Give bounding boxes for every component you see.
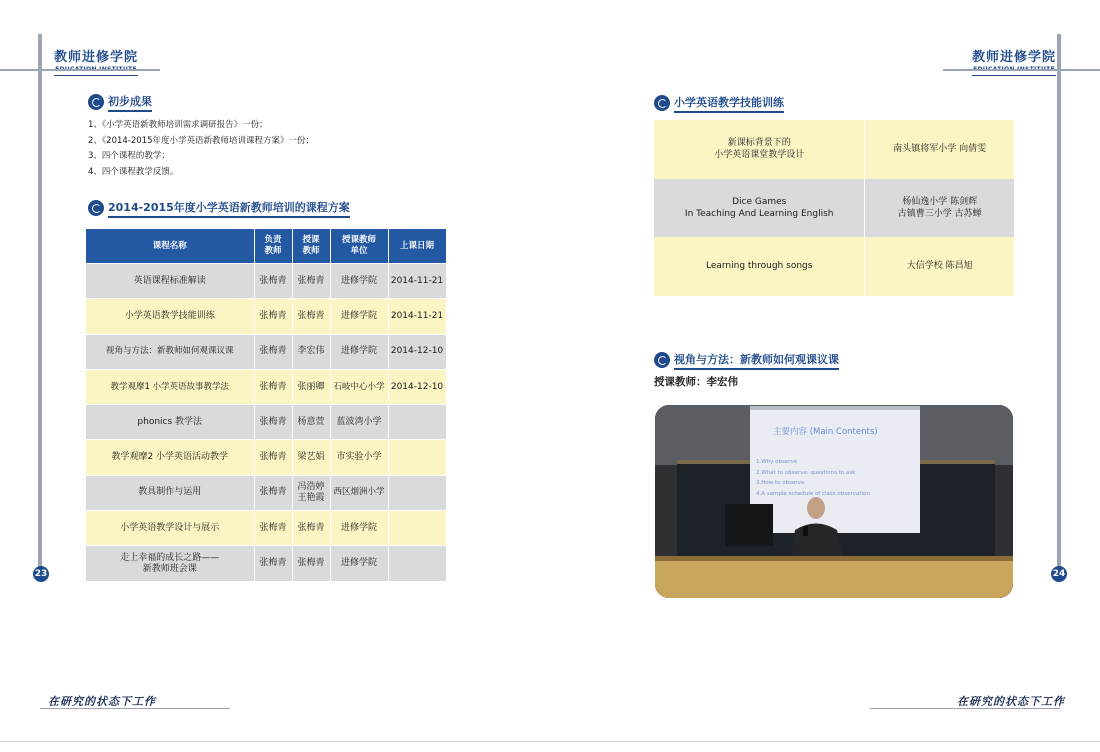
- cell-date: [388, 511, 446, 546]
- results-list: [88, 118, 314, 180]
- list-item: 4、四个课程教学反馈。: [88, 166, 179, 177]
- logo-cn: 教师进修学院: [54, 50, 139, 65]
- table-row: [654, 120, 1014, 179]
- list-item: 1、《小学英语新教师培训需求调研报告》一份；: [88, 120, 268, 130]
- header-unit: 授课教师 单位: [330, 229, 388, 264]
- cell-date: [388, 405, 446, 440]
- footer-motto-left: 在研究的状态下工作: [48, 695, 156, 708]
- slide-bullet: 1.Why observe: [756, 459, 798, 465]
- cell-presenter: 南头镇将军小学 向倩雯: [865, 120, 1014, 179]
- table-row: [654, 179, 1014, 238]
- header-date: 上课日期: [388, 229, 446, 264]
- footer-motto-right: 在研究的状态下工作: [957, 695, 1065, 708]
- cell-teacher: 冯浩婷 王艳霞: [292, 475, 330, 510]
- cell-teacher: 杨意萱: [292, 405, 330, 440]
- table-row: [86, 405, 446, 440]
- cell-unit: 进修学院: [330, 511, 388, 546]
- cell-presenter: 杨仙逸小学 陈剑辉 古镇曹三小学 古苏蝉: [865, 179, 1014, 238]
- bottom-rule: [0, 741, 1100, 742]
- cell-teacher: 张梅青: [292, 299, 330, 334]
- header-course: 课程名称: [86, 229, 254, 264]
- table-row: [86, 511, 446, 546]
- cell-unit: 石岐中心小学: [330, 369, 388, 404]
- section-title: 小学英语教学技能训练: [674, 94, 784, 113]
- cell-course: 走上幸福的成长之路—— 新教师班会课: [86, 546, 254, 581]
- cell-teacher: 李宏伟: [292, 334, 330, 369]
- table-row: [86, 369, 446, 404]
- section-swirl-icon: [654, 95, 670, 111]
- cell-date: [388, 475, 446, 510]
- slide-bullets: [756, 457, 870, 499]
- section-heading-skills-training: [654, 95, 784, 111]
- cell-date: [388, 440, 446, 475]
- section-title: 2014-2015年度小学英语新教师培训的课程方案: [108, 199, 350, 218]
- left-header-logo: [54, 46, 138, 76]
- section-title: 视角与方法：新教师如何观课议课: [674, 351, 839, 370]
- list-item: 2、《2014-2015年度小学英语新教师培训课程方案》一份；: [88, 135, 314, 146]
- left-margin-bar: [38, 34, 42, 574]
- cell-date: [388, 546, 446, 581]
- cell-date: 2014-11-21: [388, 299, 446, 334]
- cell-course: 教具制作与运用: [86, 475, 254, 510]
- logo-underline: [54, 75, 138, 76]
- cell-topic: 新课标背景下的 小学英语课堂教学设计: [654, 120, 865, 179]
- header-lead: 负责 教师: [254, 229, 292, 264]
- cell-unit: 进修学院: [330, 264, 388, 299]
- cell-course: 视角与方法：新教师如何观课议课: [86, 334, 254, 369]
- lecture-photo: [655, 405, 1013, 598]
- slide-bullet: 3.How to observe: [756, 480, 805, 486]
- cell-topic: Learning through songs: [654, 237, 865, 296]
- lecturer-line: 授课教师：李宏伟: [654, 376, 738, 388]
- logo-underline: [972, 75, 1056, 76]
- cell-teacher: 张梅青: [292, 264, 330, 299]
- table-row: [86, 264, 446, 299]
- cell-lead: 张梅青: [254, 334, 292, 369]
- section-swirl-icon: [654, 352, 670, 368]
- right-header-rule: [943, 69, 1100, 71]
- course-plan-table: [86, 229, 447, 581]
- right-header-logo: [972, 46, 1056, 76]
- cell-teacher: 张梅青: [292, 546, 330, 581]
- cell-course: 教学观摩1 小学英语故事教学法: [86, 369, 254, 404]
- cell-date: 2014-12-10: [388, 334, 446, 369]
- cell-lead: 张梅青: [254, 369, 292, 404]
- header-teacher: 授课 教师: [292, 229, 330, 264]
- right-margin-bar: [1057, 34, 1061, 574]
- footer-rule-left: [40, 708, 230, 709]
- section-title: 初步成果: [108, 93, 152, 112]
- cell-lead: 张梅青: [254, 405, 292, 440]
- slide-title: 主要内容 (Main Contents): [773, 427, 878, 437]
- cell-lead: 张梅青: [254, 546, 292, 581]
- cell-teacher: 张梅青: [292, 511, 330, 546]
- cell-topic: Dice Games In Teaching And Learning English: [654, 179, 865, 238]
- section-swirl-icon: [88, 94, 104, 110]
- cell-course: 教学观摩2 小学英语活动教学: [86, 440, 254, 475]
- cell-lead: 张梅青: [254, 299, 292, 334]
- cell-date: 2014-11-21: [388, 264, 446, 299]
- section-swirl-icon: [88, 200, 104, 216]
- list-item: 3、四个课程的教学；: [88, 151, 170, 161]
- cell-lead: 张梅青: [254, 440, 292, 475]
- cell-date: 2014-12-10: [388, 369, 446, 404]
- cell-course: 小学英语教学技能训练: [86, 299, 254, 334]
- cell-unit: 蓝波湾小学: [330, 405, 388, 440]
- cell-unit: 进修学院: [330, 299, 388, 334]
- cell-course: 小学英语教学设计与展示: [86, 511, 254, 546]
- section-heading-course-plan: [88, 200, 350, 216]
- slide-bullet: 4.A sample schedule of class observation: [756, 490, 870, 497]
- logo-cn: 教师进修学院: [972, 50, 1057, 65]
- cell-lead: 张梅青: [254, 511, 292, 546]
- cell-teacher: 梁艺娟: [292, 440, 330, 475]
- table-row: [86, 299, 446, 334]
- cell-unit: 市实验小学: [330, 440, 388, 475]
- cell-unit: 进修学院: [330, 334, 388, 369]
- section-heading-observation: [654, 352, 839, 368]
- section-heading-results: [88, 94, 152, 110]
- cell-course: 英语课程标准解读: [86, 264, 254, 299]
- footer-rule-right: [870, 708, 1060, 709]
- skills-training-table: [654, 120, 1014, 296]
- cell-lead: 张梅青: [254, 264, 292, 299]
- cell-presenter: 大信学校 陈昌旭: [865, 237, 1014, 296]
- slide-bullet: 2.What to observe: questions to ask: [756, 469, 856, 476]
- page-number-right: 24: [1051, 566, 1067, 582]
- table-row: [86, 334, 446, 369]
- table-row: [654, 237, 1014, 296]
- table-row: [86, 546, 446, 581]
- cell-unit: 西区烟洲小学: [330, 475, 388, 510]
- cell-unit: 进修学院: [330, 546, 388, 581]
- table-header-row: [86, 229, 446, 264]
- left-header-rule: [0, 69, 160, 71]
- cell-teacher: 张丽卿: [292, 369, 330, 404]
- page-number-left: 23: [33, 566, 49, 582]
- table-row: [86, 475, 446, 510]
- cell-lead: 张梅青: [254, 475, 292, 510]
- cell-course: phonics 教学法: [86, 405, 254, 440]
- table-row: [86, 440, 446, 475]
